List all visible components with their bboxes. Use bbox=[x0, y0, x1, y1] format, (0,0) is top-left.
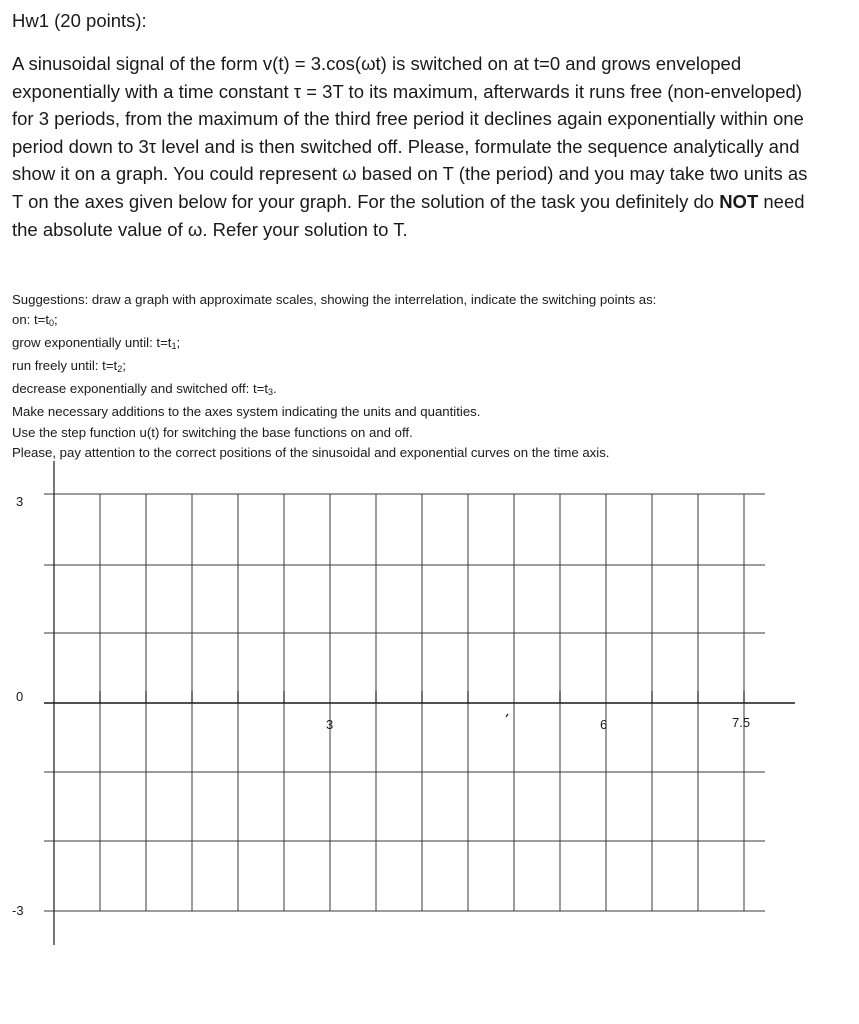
y-tick-label-3: 3 bbox=[16, 494, 24, 509]
suggestions-block bbox=[12, 290, 842, 463]
x-tick-label-3: 3 bbox=[326, 717, 334, 732]
x-axis-ticks bbox=[100, 691, 744, 703]
suggestions-line: on: $t=t_0$; bbox=[12, 312, 58, 329]
homework-title: Hw1 (20 points): bbox=[12, 10, 147, 31]
omega-symbol: ω bbox=[342, 163, 357, 185]
task-description: A sinusoidal signal of the form v(t) = 3.cos(ωt) is switched on at t=0 and grows enveloped exponentially with a time constant τ = 3T to its maximum, afterwards it runs free (non-enveloped) for 3 periods, from the maximum of the third free period it declines again exponentially within one period down to 3τ level and is then switched off. Please, formulate the sequence analytically and show it on a graph. You could represent ω based on T (the period) and you may take two units as T on the axes given below for your graph. For the solution of the task you definitely do NOT need the absolute value of ω. Refer your solution to T. bbox=[12, 53, 808, 240]
x-tick-label-7-5: 7.5 bbox=[732, 715, 751, 730]
blank-graph-grid bbox=[0, 455, 859, 955]
suggestions-line: Make necessary additions to the axes system indicating the units and quantities. bbox=[12, 404, 481, 420]
tau-symbol: τ bbox=[148, 135, 157, 157]
suggestions-line: grow exponentially until: $t=t_1$; bbox=[12, 335, 181, 352]
suggestions-line: Suggestions: draw a graph with approximate scales, showing the interrelation, indicate the switching points as: bbox=[12, 292, 657, 307]
suggestions-line: run freely until: $t=t_2$; bbox=[12, 358, 126, 375]
x-tick-label-6: 6 bbox=[600, 717, 608, 732]
y-tick-label-neg3: -3 bbox=[12, 903, 24, 918]
suggestions-line: Please, pay attention to the correct positions of the sinusoidal and exponential curves on the time axis. bbox=[12, 444, 610, 460]
emphasis-not: NOT bbox=[719, 190, 759, 212]
suggestions-line: Use the step function u(t) for switching the base functions on and off. bbox=[12, 424, 413, 440]
omega-symbol: ω bbox=[361, 53, 376, 74]
omega-symbol: ω bbox=[187, 218, 203, 240]
y-tick-label-0: 0 bbox=[16, 689, 24, 704]
tau-symbol: τ bbox=[293, 80, 302, 102]
suggestions-line: decrease exponentially and switched off: $t=t_3$. bbox=[12, 381, 277, 398]
stray-mark bbox=[506, 714, 508, 717]
